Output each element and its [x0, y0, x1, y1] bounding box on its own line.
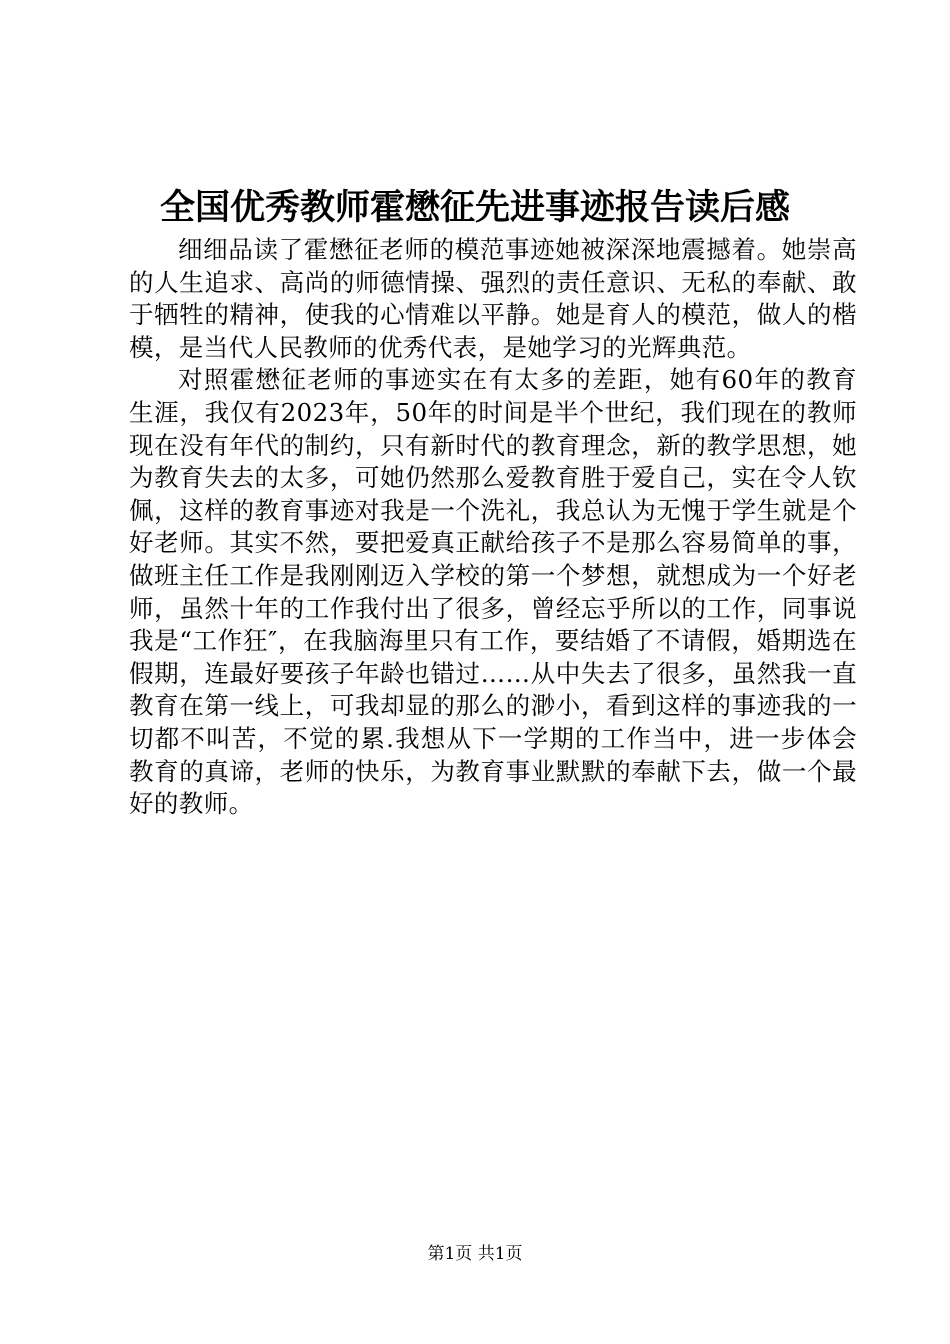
document-body — [129, 234, 857, 821]
page-footer: 第1页 共1页 — [427, 1244, 523, 1264]
paragraph-1: 细细品读了霍懋征老师的模范事迹她被深深地震撼着。她崇高的人生追求、高尚的师德情操、强烈的责任意识、无私的奉献、敢于牺牲的精神，使我的心情难以平静。她是育人的模范，做人的楷模，是当代人民教师的优秀代表，是她学习的光辉典范。 — [129, 235, 857, 362]
document-title: 全国优秀教师霍懋征先进事迹报告读后感 — [159, 187, 790, 228]
paragraph-2: 对照霍懋征老师的事迹实在有太多的差距，她有60年的教育生涯，我仅有2023年，50年的时间是半个世纪，我们现在的教师现在没有年代的制约，只有新时代的教育理念，新的教学思想，她为教育失去的太多，可她仍然那么爱教育胜于爱自己，实在令人钦佩，这样的教育事迹对我是一个洗礼，我总认为无愧于学生就是个好老师。其实不然，要把爱真正献给孩子不是那么容易简单的事，做班主任工作是我刚刚迈入学校的第一个梦想，就想成为一个好老师，虽然十年的工作我付出了很多，曾经忘乎所以的工作，同事说我是“工作狂″，在我脑海里只有工作，要结婚了不请假，婚期选在假期，连最好要孩子年龄也错过……从中失去了很多，虽然我一直教育在第一线上，可我却显的那么的渺小，看到这样的事迹我的一切都不叫苦，不觉的累.我想从下一学期的工作当中，进一步体会教育的真谛，老师的快乐，为教育事业默默的奉献下去，做一个最好的教师。 — [129, 365, 857, 819]
